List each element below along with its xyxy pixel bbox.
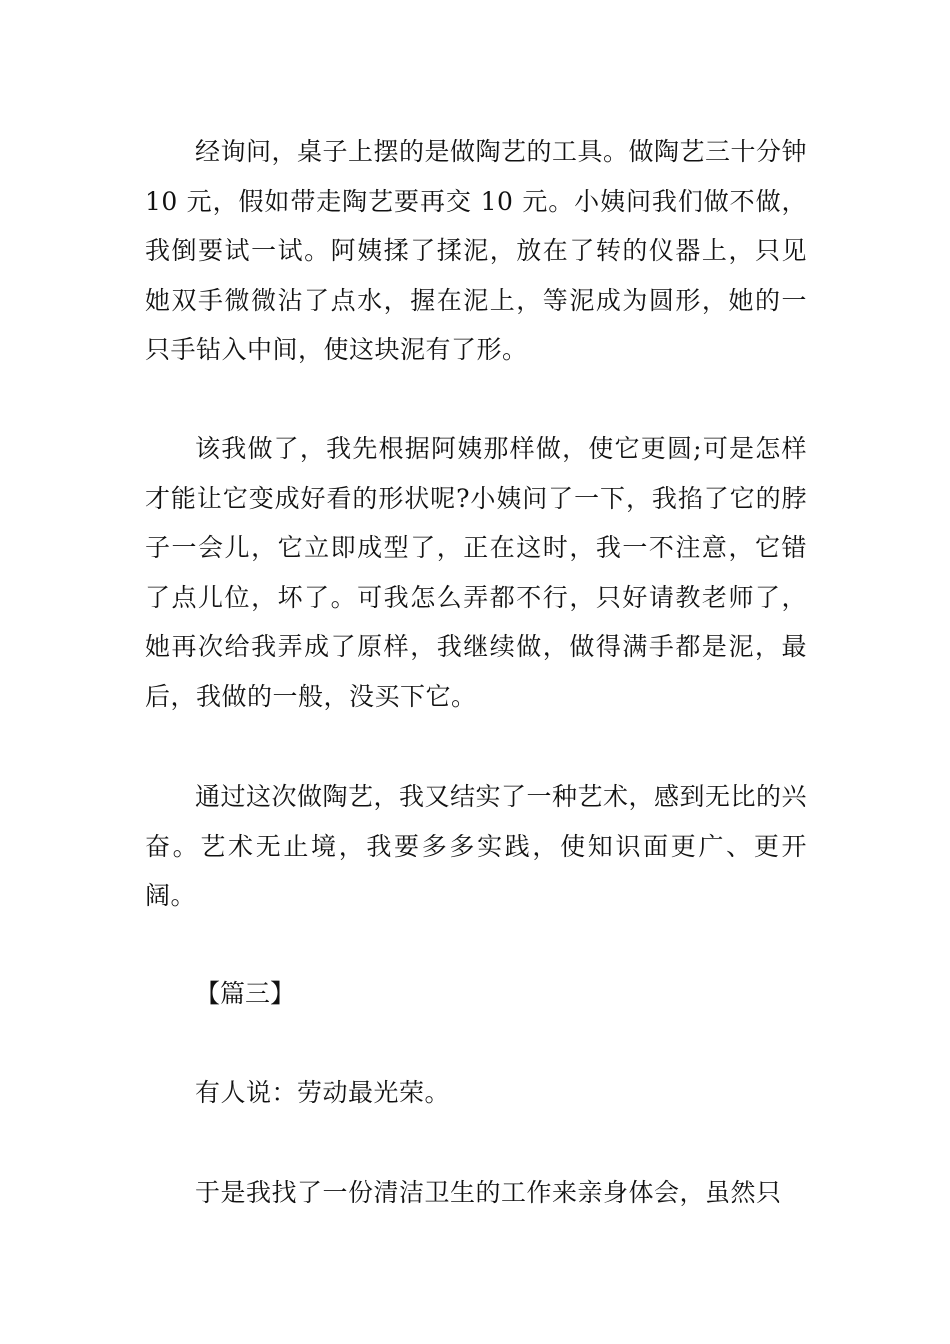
section-heading: 【篇三】 <box>195 979 296 1008</box>
paragraph-pottery-intro: 经询问，桌子上摆的是做陶艺的工具。做陶艺三十分钟 10 元，假如带走陶艺要再交 10 元。小姨问我们做不做，我倒要试一试。阿姨揉了揉泥，放在了转的仪器上，只见她双手微微沾了点水，握在泥上，等泥成为圆形，她的一只手钻入中间，使这块泥有了形。 <box>145 137 808 364</box>
paragraph-labor-quote: 有人说：劳动最光荣。 <box>195 1078 451 1107</box>
paragraph-labor-start: 于是我找了一份清洁卫生的工作来亲身体会，虽然只 <box>195 1178 782 1207</box>
paragraph-pottery-attempt: 该我做了，我先根据阿姨那样做，使它更圆;可是怎样才能让它变成好看的形状呢?小姨问了一下，我掐了它的脖子一会儿，它立即成型了，正在这时，我一不注意，它错了点儿位，坏了。可我怎么弄都不行，只好请教老师了，她再次给我弄成了原样，我继续做，做得满手都是泥，最后，我做的一般，没买下它。 <box>145 434 807 711</box>
paragraph-pottery-reflection: 通过这次做陶艺，我又结实了一种艺术，感到无比的兴奋。艺术无止境，我要多多实践，使知识面更广、更开阔。 <box>145 782 808 910</box>
